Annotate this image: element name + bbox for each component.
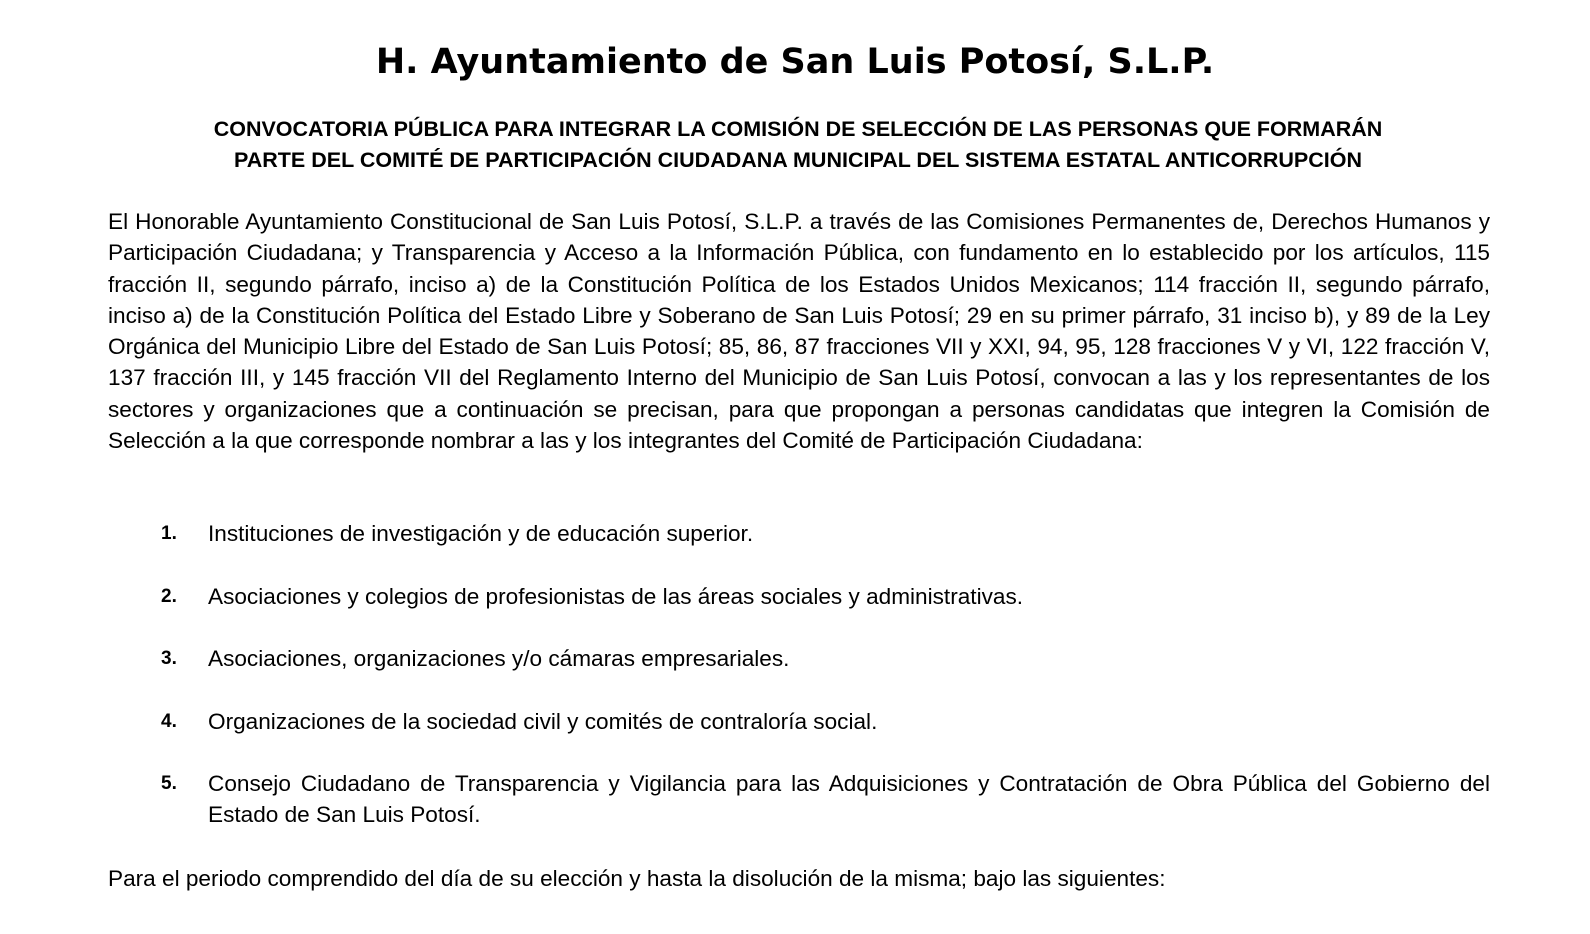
list-item-text: Asociaciones, organizaciones y/o cámaras empresariales. (208, 646, 790, 671)
list-item-number: 4. (161, 711, 177, 732)
page-title: H. Ayuntamiento de San Luis Potosí, S.L.P. (375, 42, 1215, 82)
list-item-text: Asociaciones y colegios de profesionistas de las áreas sociales y administrativas. (208, 584, 1024, 609)
document-subtitle (108, 114, 1488, 176)
closing-paragraph: Para el periodo comprendido del día de su elección y hasta la disolución de la misma; bajo las siguientes: (108, 866, 1166, 891)
list-item-number: 5. (161, 773, 177, 794)
list-item-text: Organizaciones de la sociedad civil y comités de contraloría social. (208, 709, 878, 734)
list-item-number: 1. (161, 523, 177, 544)
subtitle-line-1: CONVOCATORIA PÚBLICA PARA INTEGRAR LA COMISIÓN DE SELECCIÓN DE LAS PERSONAS QUE FORMARÁN (213, 117, 1383, 141)
list-item-number: 3. (161, 648, 177, 669)
list-item-text: Instituciones de investigación y de educación superior. (208, 521, 754, 546)
list-item-text: Consejo Ciudadano de Transparencia y Vigilancia para las Adquisiciones y Contratación de Obra Pública del Gobierno del Estado de San Luis Potosí. (208, 771, 1490, 828)
list-item-number: 2. (161, 586, 177, 607)
subtitle-line-2: PARTE DEL COMITÉ DE PARTICIPACIÓN CIUDADANA MUNICIPAL DEL SISTEMA ESTATAL ANTICORRUPCIÓN (234, 148, 1362, 172)
intro-paragraph: El Honorable Ayuntamiento Constitucional de San Luis Potosí, S.L.P. a través de las Comisiones Permanentes de, Derechos Humanos y Participación Ciudadana; y Transparencia y Acceso a la Información Pública, con fundamento en lo establecido por los artículos, 115 fracción II, segundo párrafo, inciso a) de la Constitución Política de los Estados Unidos Mexicanos; 114 fracción II, segundo párrafo, inciso a) de la Constitución Política del Estado Libre y Soberano de San Luis Potosí; 29 en su primer párrafo, 31 inciso b), y 89 de la Ley Orgánica del Municipio Libre del Estado de San Luis Potosí; 85, 86, 87 fracciones VII y XXI, 94, 95, 128 fracciones V y VI, 122 fracción V, 137 fracción III, y 145 fracción VII del Reglamento Interno del Municipio de San Luis Potosí, convocan a las y los representantes de los sectores y organizaciones que a continuación se precisan, para que propongan a personas candidatas que integren la Comisión de Selección a la que corresponde nombrar a las y los integrantes del Comité de Participación Ciudadana: (108, 209, 1490, 454)
